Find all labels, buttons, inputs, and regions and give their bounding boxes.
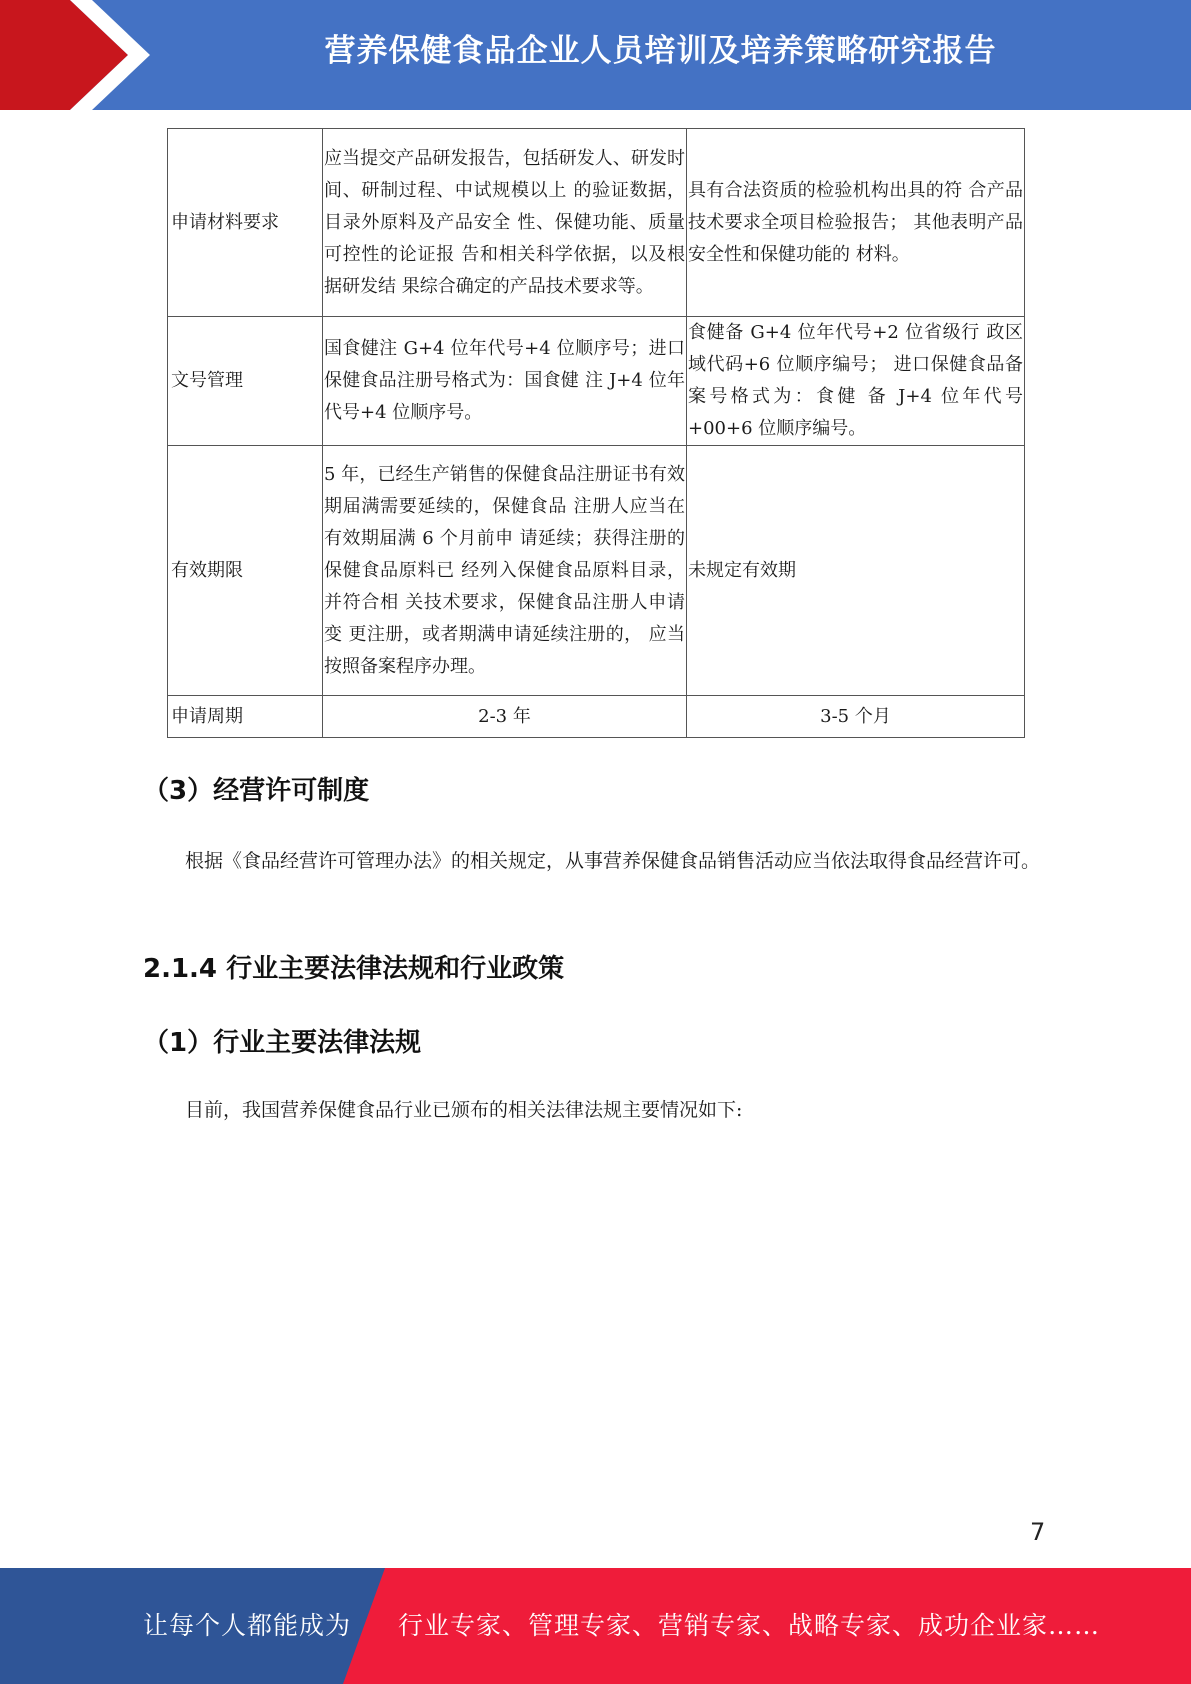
table-cell: 5 年，已经生产销售的保健食品注册证书有效期届满需要延续的，保健食品 注册人应当在有效期届满 6 个月前申 请延续；获得注册的保健食品原料已 经列入保健食品原料目录，并符合相 关技术要求，保健食品注册人申请变 更注册，或者期满申请延续注册的， 应当按照备案程序办理。 <box>323 446 687 696</box>
footer-slogan-left: 让每个人都能成为 <box>143 1611 352 1640</box>
table-row <box>168 446 1025 696</box>
table-row <box>168 129 1025 317</box>
table-cell: 食健备 G+4 位年代号+2 位省级行 政区域代码+6 位顺序编号； 进口保健食品备案号格式为：食健 备 J+4 位年代号+00+6 位顺序编号。 <box>687 317 1025 446</box>
table-row-label: 申请材料要求 <box>168 129 323 317</box>
table-cell: 国食健注 G+4 位年代号+4 位顺序号；进口保健食品注册号格式为：国食健 注 J+4 位年代号+4 位顺序号。 <box>323 317 687 446</box>
report-title: 营养保健食品企业人员培训及培养策略研究报告 <box>324 33 997 69</box>
table-row <box>168 317 1025 446</box>
table-row-label: 文号管理 <box>168 317 323 446</box>
page-footer <box>0 1568 1191 1684</box>
table-cell: 未规定有效期 <box>687 446 1025 696</box>
section-heading: （1）行业主要法律法规 <box>143 1028 422 1058</box>
table-row <box>168 696 1025 738</box>
table-row-label: 申请周期 <box>168 696 323 738</box>
table-row-label: 有效期限 <box>168 446 323 696</box>
table-cell: 2-3 年 <box>323 696 687 738</box>
table-cell: 具有合法资质的检验机构出具的符 合产品技术要求全项目检验报告； 其他表明产品安全性和保健功能的 材料。 <box>687 129 1025 317</box>
table-cell: 应当提交产品研发报告，包括研发人、研发时间、研制过程、中试规模以上 的验证数据，目录外原料及产品安全 性、保健功能、质量可控性的论证报 告和相关科学依据，以及根据研发结 果综合确定的产品技术要求等。 <box>323 129 687 317</box>
comparison-table <box>167 128 1025 738</box>
section-heading: （3）经营许可制度 <box>143 776 370 806</box>
footer-slogan-right: 行业专家、管理专家、营销专家、战略专家、成功企业家…… <box>398 1611 1101 1640</box>
table-cell: 3-5 个月 <box>687 696 1025 738</box>
section-paragraph: 目前，我国营养保健食品行业已颁布的相关法律法规主要情况如下: <box>185 1099 743 1121</box>
section-paragraph: 根据《食品经营许可管理办法》的相关规定，从事营养保健食品销售活动应当依法取得食品经营许可。 <box>185 850 1041 872</box>
page-header <box>0 0 1191 110</box>
page-number: 7 <box>1030 1518 1046 1546</box>
header-chevron-decoration <box>0 0 160 110</box>
section-heading: 2.1.4 行业主要法律法规和行业政策 <box>143 954 565 984</box>
